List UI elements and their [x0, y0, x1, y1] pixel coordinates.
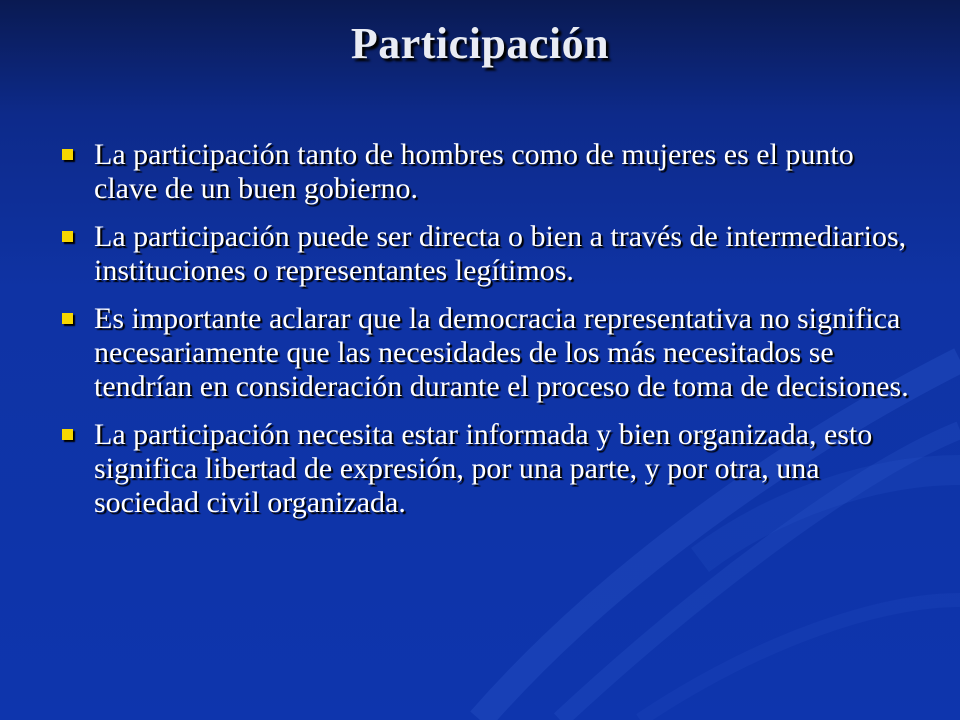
bullet-text: Es importante aclarar que la democracia representativa no significa necesariamente que las necesidades de los más necesitados se tendrían en consideración durante el proceso de toma de decisiones. [94, 302, 909, 403]
bullet-text: La participación tanto de hombres como de mujeres es el punto clave de un buen gobierno. [94, 138, 854, 205]
bullet-item [62, 418, 912, 520]
yellow-square-bullet-icon [62, 429, 73, 440]
slide-title: Participación [350, 19, 610, 68]
yellow-square-bullet-icon [62, 231, 73, 242]
bullet-list [62, 138, 912, 534]
bullet-item [62, 138, 912, 206]
yellow-square-bullet-icon [62, 313, 73, 324]
bullet-item [62, 302, 912, 404]
bullet-text: La participación puede ser directa o bien a través de intermediarios, instituciones o representantes legítimos. [94, 220, 907, 287]
bullet-text: La participación necesita estar informada y bien organizada, esto significa libertad de expresión, por una parte, y por otra, una sociedad civil organizada. [94, 418, 873, 519]
yellow-square-bullet-icon [62, 149, 73, 160]
bullet-item [62, 220, 912, 288]
